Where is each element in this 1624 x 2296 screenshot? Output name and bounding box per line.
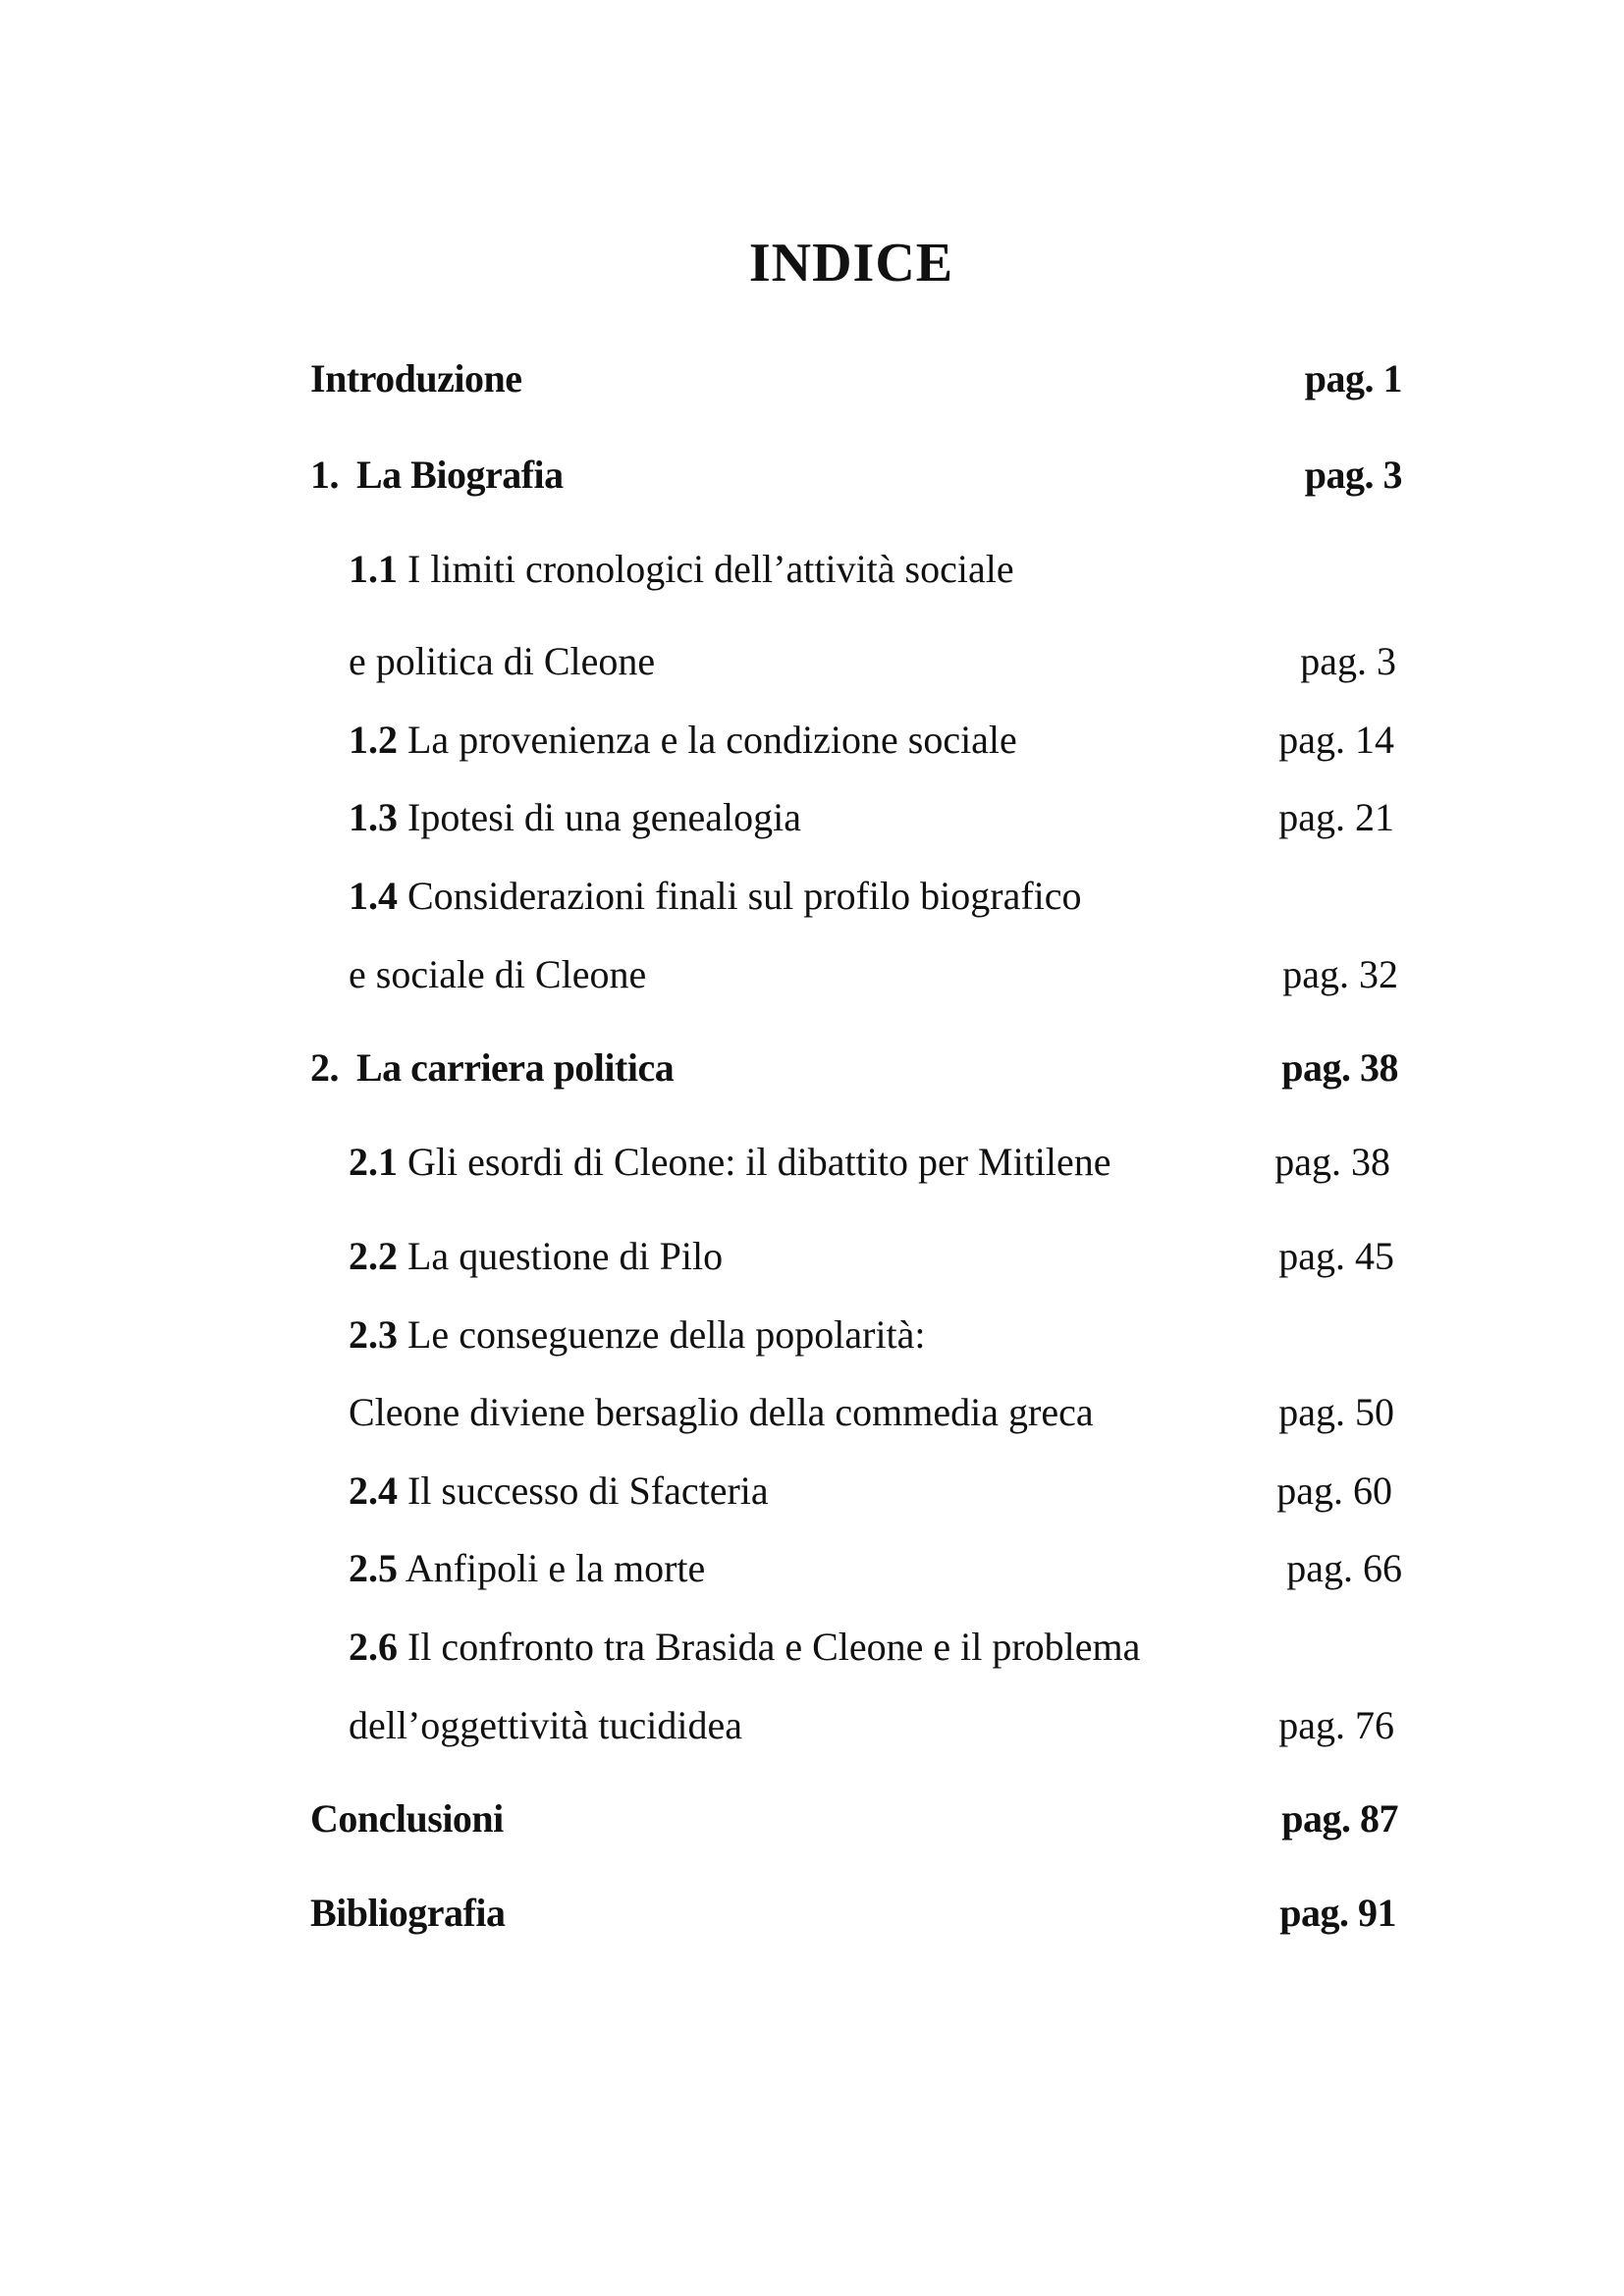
toc-entry-conclusioni [0,1789,1624,1848]
toc-entry-text: Bibliografia [310,1891,506,1935]
toc-entry-section-2-1 [0,1133,1624,1192]
toc-entry-text: Ipotesi di una genealogia [407,795,801,839]
page-title: INDICE [748,233,954,294]
toc-entry-text: Cleone diviene bersaglio della commedia greca [349,1390,1094,1434]
toc-entry-text: La questione di Pilo [407,1234,724,1278]
toc-entry-page: pag. 87 [1281,1796,1398,1841]
toc-entry-text: Il confronto tra Brasida e Cleone e il problema [407,1625,1141,1669]
toc-entry-text: Introduzione [310,356,522,400]
toc-entry-section-2-6 [0,1618,1624,1677]
toc-entry-text: I limiti cronologici dell’attività sociale [407,547,1014,591]
toc-entry-number: 2.6 [349,1625,398,1669]
toc-entry-section-1-2 [0,711,1624,770]
toc-entry-bibliografia [0,1884,1624,1943]
toc-entry-number: 2.5 [349,1546,398,1590]
toc-entry-number: 2.1 [349,1140,398,1184]
toc-entry-number: 1.1 [349,547,398,591]
toc-entry-page: pag. 50 [1278,1390,1394,1434]
toc-entry-section-1-1 [0,540,1624,599]
toc-entry-page: pag. 1 [1304,356,1402,400]
toc-entry-section-1-3 [0,788,1624,847]
toc-entry-page: pag. 45 [1278,1234,1394,1278]
toc-entry-section-1-4-cont [0,945,1624,1004]
toc-entry-section-1-4 [0,867,1624,926]
toc-entry-number: 2.3 [349,1312,398,1357]
toc-entry-section-2-6-cont [0,1696,1624,1755]
toc-entry-text: Le conseguenze della popolarità: [407,1312,926,1357]
toc-entry-section-2-3-cont [0,1383,1624,1442]
toc-entry-page: pag. 91 [1279,1891,1396,1935]
toc-entry-section-1-1-cont [0,632,1624,691]
toc-entry-number: 1.4 [349,874,398,918]
toc-entry-section-2-5 [0,1539,1624,1598]
toc-entry-number: 1.3 [349,795,398,839]
toc-entry-number: 1.2 [349,718,398,762]
toc-entry-chapter-1 [0,446,1624,505]
toc-entry-text: Anfipoli e la morte [405,1546,706,1590]
toc-entry-number: 2.2 [349,1234,398,1278]
toc-entry-text: La provenienza e la condizione sociale [407,718,1017,762]
toc-entry-page: pag. 14 [1278,718,1394,762]
toc-entry-text: dell’oggettività tucididea [349,1703,742,1747]
toc-entry-introduzione [0,349,1624,408]
toc-entry-number: 2. [310,1045,339,1090]
toc-entry-text: e politica di Cleone [349,639,656,683]
toc-entry-chapter-2 [0,1039,1624,1097]
toc-entry-text: La carriera politica [356,1045,675,1090]
toc-entry-page: pag. 3 [1300,639,1396,683]
toc-entry-page: pag. 66 [1286,1546,1402,1590]
toc-entry-text: e sociale di Cleone [349,952,647,996]
toc-entry-page: pag. 32 [1282,952,1398,996]
toc-entry-section-2-2 [0,1227,1624,1286]
toc-entry-section-2-4 [0,1462,1624,1521]
toc-entry-number: 1. [310,453,339,497]
toc-entry-page: pag. 21 [1278,795,1394,839]
toc-entry-section-2-3 [0,1306,1624,1364]
toc-entry-number: 2.4 [349,1468,398,1513]
toc-entry-text: Conclusioni [310,1796,504,1841]
toc-entry-page: pag. 3 [1304,453,1402,497]
toc-entry-page: pag. 76 [1278,1703,1394,1747]
toc-entry-text: La Biografia [356,453,564,497]
toc-entry-page: pag. 38 [1281,1045,1398,1090]
toc-entry-page: pag. 60 [1276,1468,1392,1513]
toc-entry-page: pag. 38 [1274,1140,1390,1184]
toc-entry-text: Il successo di Sfacteria [407,1468,769,1513]
toc-entry-text: Gli esordi di Cleone: il dibattito per Mitilene [407,1140,1111,1184]
toc-entry-text: Considerazioni finali sul profilo biografico [407,874,1082,918]
